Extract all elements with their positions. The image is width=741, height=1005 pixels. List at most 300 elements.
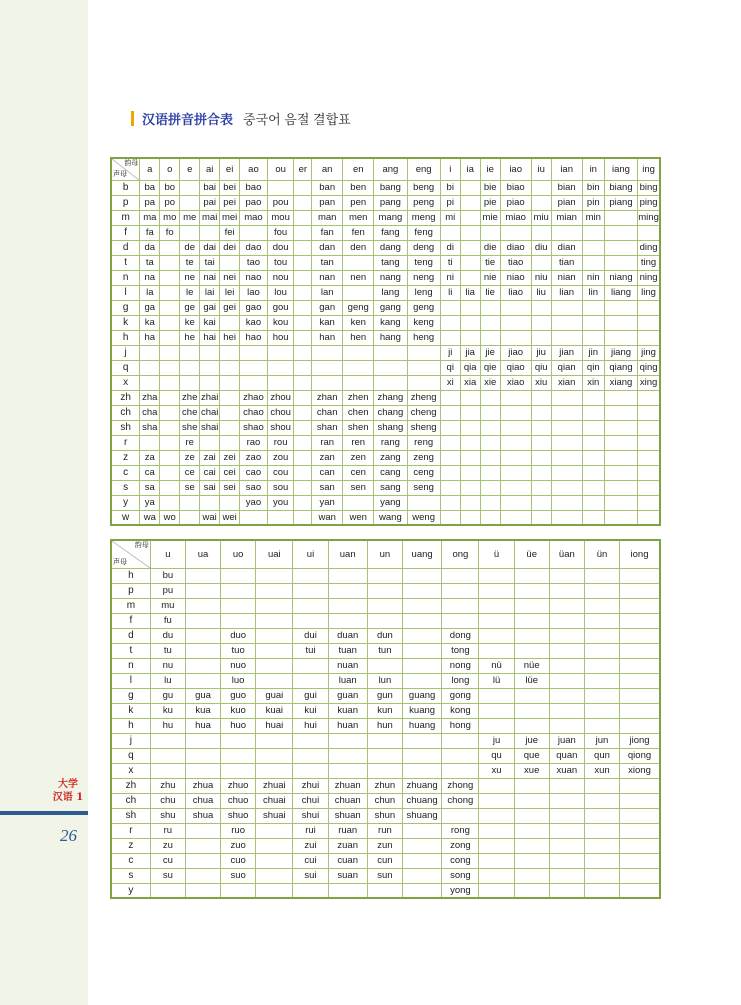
syllable-cell: lou	[267, 285, 294, 300]
syllable-cell	[479, 598, 514, 613]
syllable-cell	[440, 405, 460, 420]
syllable-cell: xiang	[604, 375, 637, 390]
syllable-cell: shuang	[402, 808, 441, 823]
syllable-cell	[185, 613, 220, 628]
syllable-cell: xiao	[500, 375, 531, 390]
initial-cell: n	[111, 270, 140, 285]
syllable-cell: bao	[240, 180, 268, 195]
syllable-cell: zhu	[150, 778, 185, 793]
syllable-cell: biang	[604, 180, 637, 195]
syllable-cell	[514, 703, 549, 718]
syllable-cell	[584, 643, 619, 658]
syllable-cell	[549, 658, 584, 673]
syllable-cell	[531, 495, 551, 510]
syllable-cell	[638, 330, 660, 345]
syllable-cell: gai	[200, 300, 220, 315]
syllable-cell	[551, 435, 582, 450]
syllable-cell	[328, 883, 367, 898]
syllable-cell: ruo	[221, 823, 256, 838]
syllable-cell: shao	[240, 420, 268, 435]
syllable-cell	[160, 330, 180, 345]
syllable-cell	[180, 180, 200, 195]
syllable-cell	[584, 853, 619, 868]
syllable-cell: zhan	[312, 390, 343, 405]
syllable-cell: zhuo	[221, 778, 256, 793]
syllable-cell	[150, 748, 185, 763]
syllable-cell	[402, 748, 441, 763]
syllable-cell: lian	[551, 285, 582, 300]
syllable-cell	[240, 510, 268, 525]
syllable-cell	[200, 225, 220, 240]
syllable-cell: peng	[407, 195, 440, 210]
syllable-cell: diao	[500, 240, 531, 255]
initial-cell: h	[111, 718, 150, 733]
table-row	[111, 568, 660, 583]
final-header: ao	[240, 158, 268, 180]
syllable-cell: chuan	[328, 793, 367, 808]
syllable-cell: bi	[440, 180, 460, 195]
syllable-cell: fang	[374, 225, 407, 240]
syllable-cell: ce	[180, 465, 200, 480]
syllable-cell: cha	[140, 405, 160, 420]
syllable-cell: san	[312, 480, 343, 495]
syllable-cell	[604, 210, 637, 225]
table-row	[111, 360, 660, 375]
syllable-cell	[531, 330, 551, 345]
syllable-cell	[294, 195, 312, 210]
syllable-cell: ga	[140, 300, 160, 315]
syllable-cell	[582, 480, 604, 495]
syllable-cell	[200, 435, 220, 450]
syllable-cell	[407, 375, 440, 390]
syllable-cell: pa	[140, 195, 160, 210]
syllable-cell: ren	[343, 435, 374, 450]
syllable-cell	[514, 778, 549, 793]
syllable-cell	[460, 495, 480, 510]
syllable-cell	[620, 838, 660, 853]
syllable-cell	[343, 345, 374, 360]
syllable-cell: za	[140, 450, 160, 465]
syllable-cell: zuan	[328, 838, 367, 853]
syllable-cell	[440, 465, 460, 480]
syllable-cell	[180, 360, 200, 375]
syllable-cell: tu	[150, 643, 185, 658]
syllable-cell	[267, 345, 294, 360]
syllable-cell: kuang	[402, 703, 441, 718]
syllable-cell: rang	[374, 435, 407, 450]
syllable-cell: lei	[220, 285, 240, 300]
initial-cell: zh	[111, 390, 140, 405]
syllable-cell	[531, 480, 551, 495]
syllable-cell: zhuang	[402, 778, 441, 793]
initial-cell: ch	[111, 793, 150, 808]
syllable-cell: hong	[442, 718, 479, 733]
syllable-cell	[551, 330, 582, 345]
syllable-cell: zha	[140, 390, 160, 405]
syllable-cell	[531, 225, 551, 240]
syllable-cell: chou	[267, 405, 294, 420]
syllable-cell: shuan	[328, 808, 367, 823]
syllable-cell: shang	[374, 420, 407, 435]
final-header: ing	[638, 158, 660, 180]
syllable-cell: gao	[240, 300, 268, 315]
syllable-cell: pie	[480, 195, 500, 210]
syllable-cell	[150, 733, 185, 748]
syllable-cell	[221, 763, 256, 778]
syllable-cell: su	[150, 868, 185, 883]
table-row	[111, 718, 660, 733]
syllable-cell	[551, 495, 582, 510]
syllable-cell	[604, 390, 637, 405]
syllable-cell	[180, 375, 200, 390]
final-header: iao	[500, 158, 531, 180]
syllable-cell: guai	[256, 688, 293, 703]
syllable-cell	[549, 583, 584, 598]
syllable-cell	[460, 390, 480, 405]
syllable-cell: kou	[267, 315, 294, 330]
syllable-cell: dang	[374, 240, 407, 255]
table-row	[111, 330, 660, 345]
table-row	[111, 300, 660, 315]
syllable-cell: huai	[256, 718, 293, 733]
syllable-cell: qu	[479, 748, 514, 763]
syllable-cell	[343, 255, 374, 270]
syllable-cell: zhuan	[328, 778, 367, 793]
syllable-cell	[294, 330, 312, 345]
syllable-cell: cai	[200, 465, 220, 480]
final-header: in	[582, 158, 604, 180]
syllable-cell	[551, 420, 582, 435]
syllable-cell	[180, 510, 200, 525]
initial-cell: j	[111, 733, 150, 748]
final-header: uang	[402, 540, 441, 568]
final-header: üan	[549, 540, 584, 568]
syllable-cell	[638, 495, 660, 510]
syllable-cell: zou	[267, 450, 294, 465]
final-header: uo	[221, 540, 256, 568]
syllable-cell	[551, 465, 582, 480]
table-row	[111, 225, 660, 240]
syllable-cell: da	[140, 240, 160, 255]
syllable-cell	[221, 883, 256, 898]
syllable-cell: qin	[582, 360, 604, 375]
syllable-cell: nin	[582, 270, 604, 285]
syllable-cell: kun	[367, 703, 402, 718]
syllable-cell	[638, 300, 660, 315]
syllable-cell	[551, 315, 582, 330]
syllable-cell: niao	[500, 270, 531, 285]
initial-cell: sh	[111, 420, 140, 435]
syllable-cell	[256, 748, 293, 763]
initial-cell: g	[111, 300, 140, 315]
syllable-cell	[620, 718, 660, 733]
syllable-cell: lia	[460, 285, 480, 300]
syllable-cell: kao	[240, 315, 268, 330]
syllable-cell	[480, 405, 500, 420]
syllable-cell	[514, 688, 549, 703]
initial-cell: m	[111, 598, 150, 613]
syllable-cell	[584, 838, 619, 853]
syllable-cell	[500, 300, 531, 315]
syllable-cell: le	[180, 285, 200, 300]
syllable-cell: sheng	[407, 420, 440, 435]
syllable-cell	[440, 435, 460, 450]
syllable-cell: nen	[343, 270, 374, 285]
syllable-cell	[460, 255, 480, 270]
syllable-cell: you	[267, 495, 294, 510]
syllable-cell	[551, 300, 582, 315]
syllable-cell	[407, 345, 440, 360]
syllable-cell: shan	[312, 420, 343, 435]
initial-cell: d	[111, 628, 150, 643]
syllable-cell: shen	[343, 420, 374, 435]
initial-cell: k	[111, 703, 150, 718]
syllable-cell: pen	[343, 195, 374, 210]
syllable-cell	[638, 435, 660, 450]
syllable-cell: shuai	[256, 808, 293, 823]
syllable-cell: na	[140, 270, 160, 285]
corner-initials-label: 声母	[113, 170, 127, 178]
syllable-cell	[531, 435, 551, 450]
syllable-cell	[620, 613, 660, 628]
syllable-cell	[549, 568, 584, 583]
syllable-cell: sei	[220, 480, 240, 495]
final-header: ou	[267, 158, 294, 180]
syllable-cell	[531, 510, 551, 525]
syllable-cell: sui	[293, 868, 328, 883]
syllable-cell: xian	[551, 375, 582, 390]
final-header: uai	[256, 540, 293, 568]
syllable-cell: che	[180, 405, 200, 420]
syllable-cell	[500, 495, 531, 510]
syllable-cell	[185, 598, 220, 613]
syllable-cell: tiao	[500, 255, 531, 270]
syllable-cell	[479, 808, 514, 823]
syllable-cell	[256, 613, 293, 628]
syllable-cell: zao	[240, 450, 268, 465]
syllable-cell: lüe	[514, 673, 549, 688]
syllable-cell: nian	[551, 270, 582, 285]
table-row	[111, 763, 660, 778]
syllable-cell: sun	[367, 868, 402, 883]
syllable-cell: niang	[604, 270, 637, 285]
syllable-cell	[185, 823, 220, 838]
syllable-cell: mao	[240, 210, 268, 225]
syllable-cell	[185, 673, 220, 688]
syllable-cell	[582, 300, 604, 315]
syllable-cell: ge	[180, 300, 200, 315]
syllable-cell: ping	[638, 195, 660, 210]
table-row	[111, 195, 660, 210]
syllable-cell: she	[180, 420, 200, 435]
syllable-cell: leng	[407, 285, 440, 300]
pinyin-table-2	[110, 539, 661, 899]
final-header: i	[440, 158, 460, 180]
syllable-cell	[479, 688, 514, 703]
syllable-cell	[620, 868, 660, 883]
syllable-cell: sen	[343, 480, 374, 495]
syllable-cell: bian	[551, 180, 582, 195]
syllable-cell	[549, 778, 584, 793]
syllable-cell: jin	[582, 345, 604, 360]
syllable-cell	[582, 420, 604, 435]
syllable-cell: wa	[140, 510, 160, 525]
syllable-cell: xiu	[531, 375, 551, 390]
syllable-cell	[442, 733, 479, 748]
syllable-cell: reng	[407, 435, 440, 450]
syllable-cell	[294, 450, 312, 465]
syllable-cell: guan	[328, 688, 367, 703]
syllable-cell	[267, 375, 294, 390]
initial-cell: r	[111, 823, 150, 838]
syllable-cell: zuo	[221, 838, 256, 853]
syllable-cell: zhuai	[256, 778, 293, 793]
syllable-cell: jiong	[620, 733, 660, 748]
syllable-cell	[531, 390, 551, 405]
syllable-cell	[549, 598, 584, 613]
syllable-cell: nuo	[221, 658, 256, 673]
syllable-cell	[480, 510, 500, 525]
initial-cell: n	[111, 658, 150, 673]
syllable-cell	[150, 883, 185, 898]
syllable-cell	[514, 808, 549, 823]
syllable-cell: gui	[293, 688, 328, 703]
syllable-cell: luan	[328, 673, 367, 688]
syllable-cell: pi	[440, 195, 460, 210]
syllable-cell	[293, 748, 328, 763]
syllable-cell	[480, 330, 500, 345]
syllable-cell: pin	[582, 195, 604, 210]
initial-cell: r	[111, 435, 140, 450]
syllable-cell: cang	[374, 465, 407, 480]
syllable-cell	[620, 778, 660, 793]
table-row	[111, 643, 660, 658]
syllable-cell: jie	[480, 345, 500, 360]
syllable-cell: nei	[220, 270, 240, 285]
syllable-cell: run	[367, 823, 402, 838]
syllable-cell	[442, 763, 479, 778]
table-row	[111, 495, 660, 510]
syllable-cell: seng	[407, 480, 440, 495]
syllable-cell: mang	[374, 210, 407, 225]
syllable-cell	[620, 808, 660, 823]
syllable-cell	[551, 510, 582, 525]
syllable-cell	[294, 285, 312, 300]
syllable-cell	[200, 360, 220, 375]
syllable-cell: gong	[442, 688, 479, 703]
syllable-cell: kuan	[328, 703, 367, 718]
initial-cell: y	[111, 495, 140, 510]
syllable-cell	[480, 420, 500, 435]
syllable-cell	[531, 315, 551, 330]
syllable-cell	[328, 613, 367, 628]
syllable-cell	[584, 688, 619, 703]
syllable-cell: liao	[500, 285, 531, 300]
syllable-cell: miao	[500, 210, 531, 225]
syllable-cell: lü	[479, 673, 514, 688]
syllable-cell	[620, 598, 660, 613]
syllable-cell	[460, 480, 480, 495]
syllable-cell: dan	[312, 240, 343, 255]
syllable-cell	[479, 718, 514, 733]
syllable-cell	[140, 345, 160, 360]
syllable-cell: jiao	[500, 345, 531, 360]
syllable-cell: nai	[200, 270, 220, 285]
syllable-cell: kan	[312, 315, 343, 330]
table-row	[111, 868, 660, 883]
syllable-cell: gei	[220, 300, 240, 315]
syllable-cell: gan	[312, 300, 343, 315]
syllable-cell: re	[180, 435, 200, 450]
syllable-cell	[604, 435, 637, 450]
syllable-cell: mou	[267, 210, 294, 225]
syllable-cell	[160, 285, 180, 300]
syllable-cell: dui	[293, 628, 328, 643]
syllable-cell	[185, 748, 220, 763]
title-korean: 중국어 음절 결합표	[243, 111, 351, 127]
syllable-cell: yao	[240, 495, 268, 510]
syllable-cell: zei	[220, 450, 240, 465]
syllable-cell	[402, 838, 441, 853]
syllable-cell: cei	[220, 465, 240, 480]
syllable-cell	[256, 733, 293, 748]
initial-cell: sh	[111, 808, 150, 823]
table-row	[111, 405, 660, 420]
syllable-cell	[402, 853, 441, 868]
initial-cell: d	[111, 240, 140, 255]
syllable-cell	[440, 495, 460, 510]
syllable-cell: tie	[480, 255, 500, 270]
final-header: an	[312, 158, 343, 180]
syllable-cell	[584, 718, 619, 733]
syllable-cell	[185, 868, 220, 883]
syllable-cell	[480, 465, 500, 480]
syllable-cell	[604, 465, 637, 480]
syllable-cell: zun	[367, 838, 402, 853]
syllable-cell: du	[150, 628, 185, 643]
syllable-cell	[460, 195, 480, 210]
syllable-cell: zhang	[374, 390, 407, 405]
syllable-cell	[150, 763, 185, 778]
final-header: iang	[604, 158, 637, 180]
syllable-cell	[584, 793, 619, 808]
syllable-cell: hen	[343, 330, 374, 345]
syllable-cell	[180, 195, 200, 210]
syllable-cell: nang	[374, 270, 407, 285]
syllable-cell: fo	[160, 225, 180, 240]
syllable-cell	[374, 360, 407, 375]
syllable-cell	[584, 808, 619, 823]
syllable-cell: bai	[200, 180, 220, 195]
syllable-cell	[367, 583, 402, 598]
syllable-cell	[620, 883, 660, 898]
syllable-cell	[256, 838, 293, 853]
syllable-cell: feng	[407, 225, 440, 240]
syllable-cell	[367, 763, 402, 778]
syllable-cell	[604, 450, 637, 465]
syllable-cell: ti	[440, 255, 460, 270]
syllable-cell: kuai	[256, 703, 293, 718]
syllable-cell	[531, 420, 551, 435]
page-title	[131, 109, 351, 127]
syllable-cell: ma	[140, 210, 160, 225]
syllable-cell: ba	[140, 180, 160, 195]
syllable-cell	[604, 315, 637, 330]
syllable-cell: xun	[584, 763, 619, 778]
syllable-cell: han	[312, 330, 343, 345]
syllable-cell	[531, 465, 551, 480]
table-row	[111, 583, 660, 598]
